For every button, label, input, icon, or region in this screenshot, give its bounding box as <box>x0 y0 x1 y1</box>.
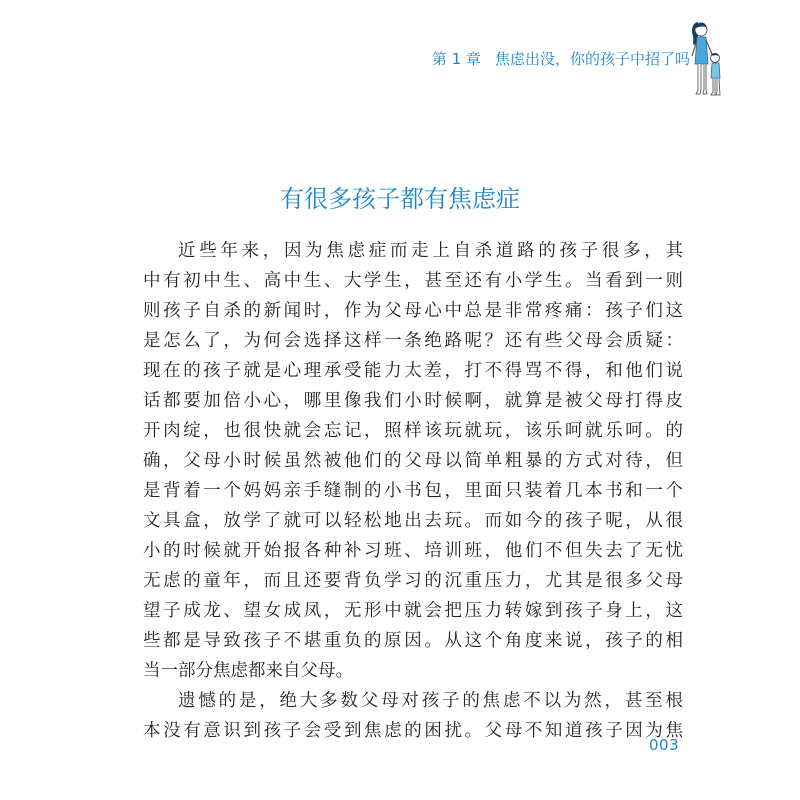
text-line: 遗憾的是，绝大多数父母对孩子的焦虑不以为然，甚至根 <box>178 691 683 711</box>
mother-and-child-illustration-icon <box>688 18 724 100</box>
chapter-title: 焦虑出没，你的孩子中招了吗 <box>494 50 690 68</box>
text-line: 些都是导致孩子不堪重负的原因。从这个角度来说，孩子的相 <box>143 631 683 651</box>
text-line: 小的时候就开始报各种补习班、培训班，他们不但失去了无忧 <box>143 541 683 561</box>
section-title: 有很多孩子都有焦虑症 <box>280 185 520 213</box>
text-line: 确，父母小时候虽然被他们的父母以简单粗暴的方式对待，但 <box>143 451 683 471</box>
text-line: 则孩子自杀的新闻时，作为父母心中总是非常疼痛：孩子们这 <box>143 301 683 321</box>
chapter-number: 第 1 章 <box>431 50 481 68</box>
text-line: 文具盒，放学了就可以轻松地出去玩。而如今的孩子呢，从很 <box>143 511 683 531</box>
page-number: 003 <box>649 736 680 754</box>
text-line: 本没有意识到孩子会受到焦虑的困扰。父母不知道孩子因为焦 <box>143 721 683 741</box>
text-line: 现在的孩子就是心理承受能力太差，打不得骂不得，和他们说 <box>143 361 683 381</box>
text-line: 开肉绽，也很快就会忘记，照样该玩就玩，该乐呵就乐呵。的 <box>143 421 683 441</box>
text-line: 望子成龙、望女成凤，无形中就会把压力转嫁到孩子身上，这 <box>143 601 683 621</box>
text-line: 中有初中生、高中生、大学生，甚至还有小学生。当看到一则 <box>143 271 683 291</box>
text-line: 无虑的童年，而且还要背负学习的沉重压力，尤其是很多父母 <box>143 571 683 591</box>
body-text <box>143 236 683 746</box>
text-line: 是背着一个妈妈亲手缝制的小书包，里面只装着几本书和一个 <box>143 481 683 501</box>
paragraph-1 <box>143 236 683 686</box>
paragraph-2 <box>143 686 683 746</box>
text-line: 当一部分焦虑都来自父母。 <box>143 661 353 681</box>
running-header <box>400 47 690 71</box>
text-line: 是怎么了，为何会选择这样一条绝路呢？还有些父母会质疑： <box>143 331 683 351</box>
text-line: 近些年来，因为焦虑症而走上自杀道路的孩子很多，其 <box>178 241 683 261</box>
text-line: 话都要加倍小心，哪里像我们小时候啊，就算是被父母打得皮 <box>143 391 683 411</box>
